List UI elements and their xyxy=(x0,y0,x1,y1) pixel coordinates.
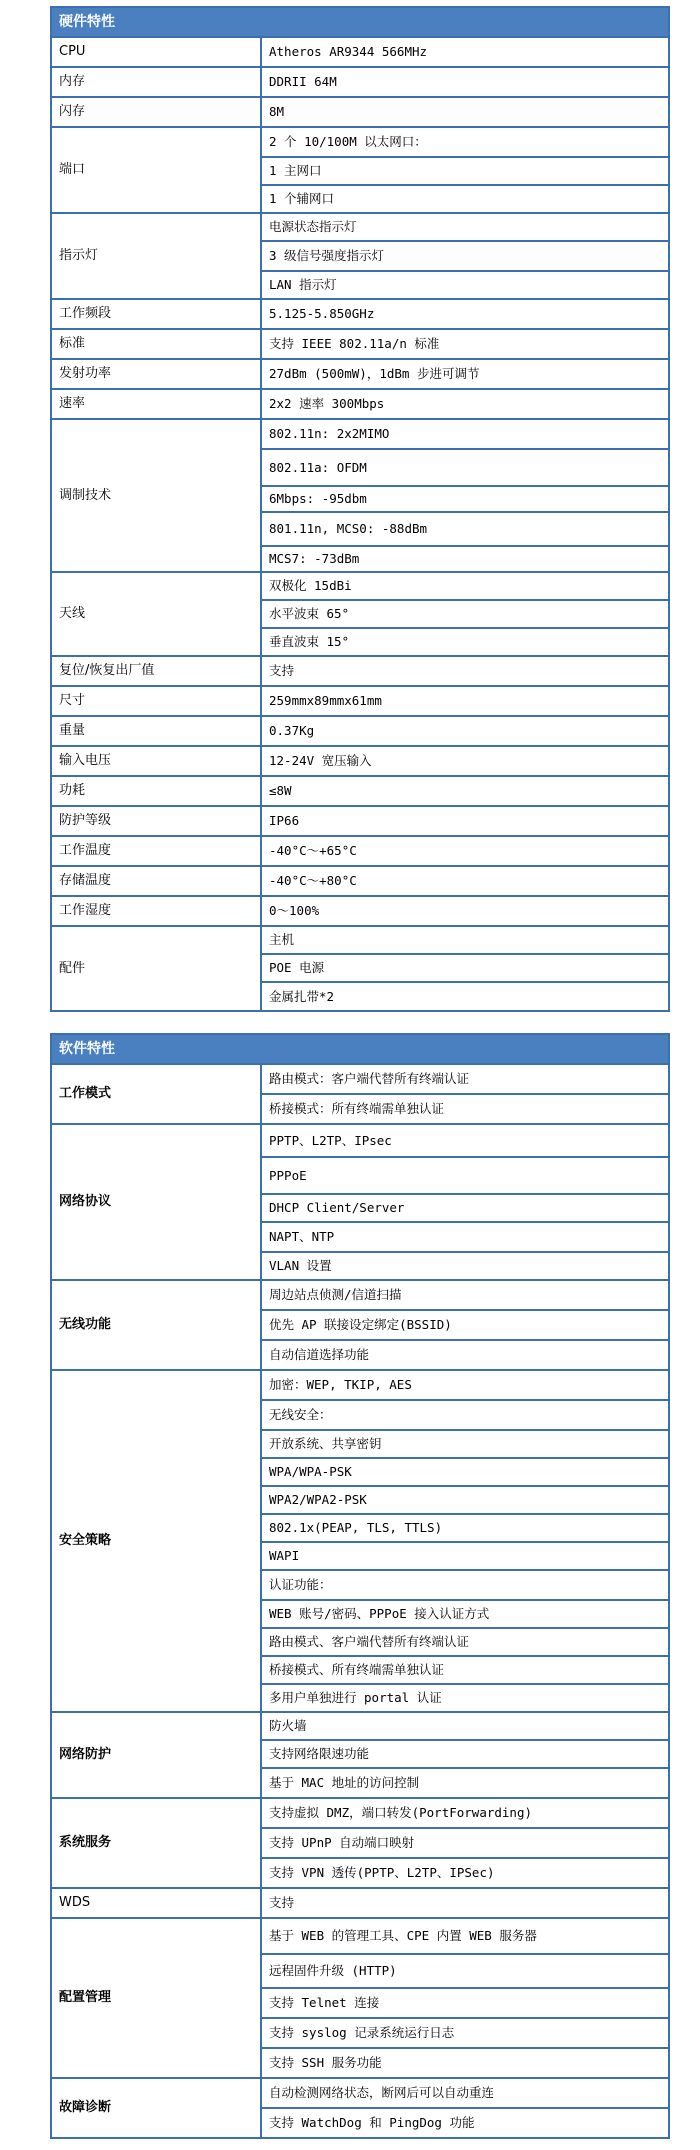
hw-spec-label: 速率 xyxy=(51,389,261,419)
hw-spec-value: Atheros AR9344 566MHz xyxy=(261,37,669,67)
sw-spec-row xyxy=(51,1918,669,1954)
sw-spec-value: WAPI xyxy=(261,1542,669,1570)
sw-spec-row xyxy=(51,1124,669,1157)
hw-spec-row xyxy=(51,389,669,419)
hw-spec-label: 发射功率 xyxy=(51,359,261,389)
sw-spec-value: NAPT、NTP xyxy=(261,1222,669,1252)
hw-spec-label: CPU xyxy=(51,37,261,67)
sw-spec-value: 路由模式、客户端代替所有终端认证 xyxy=(261,1628,669,1656)
hw-spec-value: MCS7: -73dBm xyxy=(261,546,669,572)
hw-spec-value: 27dBm (500mW)，1dBm 步进可调节 xyxy=(261,359,669,389)
hw-spec-value: 5.125-5.850GHz xyxy=(261,299,669,329)
sw-spec-row xyxy=(51,2078,669,2108)
sw-spec-label: 安全策略 xyxy=(51,1370,261,1712)
hw-spec-label: 指示灯 xyxy=(51,213,261,299)
hw-spec-label: 重量 xyxy=(51,716,261,746)
sw-spec-value: VLAN 设置 xyxy=(261,1252,669,1280)
sw-spec-value: 支持 xyxy=(261,1888,669,1918)
hw-spec-label: 工作温度 xyxy=(51,836,261,866)
hw-spec-label: 防护等级 xyxy=(51,806,261,836)
sw-spec-value: 加密：WEP, TKIP, AES xyxy=(261,1370,669,1400)
hw-spec-label: 功耗 xyxy=(51,776,261,806)
sw-spec-value: 支持虚拟 DMZ，端口转发(PortForwarding) xyxy=(261,1798,669,1828)
hw-spec-label: 内存 xyxy=(51,67,261,97)
sw-spec-value: DHCP Client/Server xyxy=(261,1194,669,1222)
hw-spec-value: 2 个 10/100M 以太网口： xyxy=(261,127,669,157)
sw-spec-row xyxy=(51,1888,669,1918)
sw-spec-value: 周边站点侦测/信道扫描 xyxy=(261,1280,669,1310)
hw-spec-value: ≤8W xyxy=(261,776,669,806)
hw-spec-value: 支持 xyxy=(261,656,669,686)
sw-spec-value: 桥接模式、所有终端需单独认证 xyxy=(261,1656,669,1684)
hw-spec-row xyxy=(51,656,669,686)
hw-spec-label: 存储温度 xyxy=(51,866,261,896)
hw-spec-label: 调制技术 xyxy=(51,419,261,572)
sw-spec-label: 网络协议 xyxy=(51,1124,261,1280)
sw-spec-value: 支持 VPN 透传(PPTP、L2TP、IPSec) xyxy=(261,1858,669,1888)
sw-spec-value: WPA2/WPA2-PSK xyxy=(261,1486,669,1514)
hw-spec-row xyxy=(51,572,669,600)
sw-spec-value: 开放系统、共享密钥 xyxy=(261,1430,669,1458)
sw-spec-value: 支持 UPnP 自动端口映射 xyxy=(261,1828,669,1858)
sw-spec-value: 802.1x(PEAP, TLS, TTLS) xyxy=(261,1514,669,1542)
hw-spec-value: DDRII 64M xyxy=(261,67,669,97)
hw-spec-row xyxy=(51,716,669,746)
hw-spec-label: 标准 xyxy=(51,329,261,359)
hw-spec-label: 工作频段 xyxy=(51,299,261,329)
sw-spec-label: 无线功能 xyxy=(51,1280,261,1370)
hw-spec-value: POE 电源 xyxy=(261,954,669,982)
sw-spec-value: 支持 Telnet 连接 xyxy=(261,1988,669,2018)
hw-spec-value: 8M xyxy=(261,97,669,127)
hw-spec-label: 闪存 xyxy=(51,97,261,127)
hw-spec-row xyxy=(51,37,669,67)
hw-spec-row xyxy=(51,746,669,776)
hw-spec-row xyxy=(51,127,669,157)
sw-spec-value: WPA/WPA-PSK xyxy=(261,1458,669,1486)
sw-spec-value: 基于 MAC 地址的访问控制 xyxy=(261,1768,669,1798)
hw-spec-value: 双极化 15dBi xyxy=(261,572,669,600)
hw-spec-value: 802.11n: 2x2MIMO xyxy=(261,419,669,449)
sw-spec-row xyxy=(51,1712,669,1740)
sw-spec-row xyxy=(51,1280,669,1310)
sw-spec-value: 自动信道选择功能 xyxy=(261,1340,669,1370)
sw-spec-value: PPPoE xyxy=(261,1157,669,1194)
hw-spec-value: 金属扎带*2 xyxy=(261,982,669,1011)
hw-spec-label: 输入电压 xyxy=(51,746,261,776)
hw-spec-value: IP66 xyxy=(261,806,669,836)
hw-spec-row xyxy=(51,806,669,836)
sw-spec-value: 支持网络限速功能 xyxy=(261,1740,669,1768)
hw-spec-value: LAN 指示灯 xyxy=(261,271,669,299)
hw-spec-row xyxy=(51,896,669,926)
sw-spec-value: 基于 WEB 的管理工具、CPE 内置 WEB 服务器 xyxy=(261,1918,669,1954)
hw-spec-value: 1 主网口 xyxy=(261,157,669,185)
sw-spec-label: 系统服务 xyxy=(51,1798,261,1888)
hw-spec-row xyxy=(51,926,669,954)
hw-spec-row xyxy=(51,866,669,896)
sw-spec-label: 配置管理 xyxy=(51,1918,261,2078)
hw-spec-row xyxy=(51,213,669,241)
software-spec-table xyxy=(50,1033,670,2139)
sw-spec-row xyxy=(51,1370,669,1400)
sw-spec-value: PPTP、L2TP、IPsec xyxy=(261,1124,669,1157)
hw-spec-row xyxy=(51,97,669,127)
hw-spec-row xyxy=(51,419,669,449)
hw-spec-value: 水平波束 65° xyxy=(261,600,669,628)
hw-spec-value: 1 个辅网口 xyxy=(261,185,669,213)
sw-spec-label: 工作模式 xyxy=(51,1064,261,1124)
hw-spec-value: 0～100% xyxy=(261,896,669,926)
hw-spec-value: 电源状态指示灯 xyxy=(261,213,669,241)
sw-spec-value: 优先 AP 联接设定绑定(BSSID) xyxy=(261,1310,669,1340)
sw-section-title: 软件特性 xyxy=(51,1034,669,1064)
sw-spec-value: 支持 syslog 记录系统运行日志 xyxy=(261,2018,669,2048)
sw-spec-value: WEB 账号/密码、PPPoE 接入认证方式 xyxy=(261,1600,669,1628)
hw-spec-label: 工作湿度 xyxy=(51,896,261,926)
hw-spec-label: 配件 xyxy=(51,926,261,1011)
sw-spec-row xyxy=(51,1798,669,1828)
hw-spec-row xyxy=(51,836,669,866)
hw-spec-value: 2x2 速率 300Mbps xyxy=(261,389,669,419)
hw-spec-row xyxy=(51,359,669,389)
sw-spec-value: 路由模式：客户端代替所有终端认证 xyxy=(261,1064,669,1094)
sw-spec-value: 自动检测网络状态，断网后可以自动重连 xyxy=(261,2078,669,2108)
hw-spec-row xyxy=(51,67,669,97)
hw-spec-value: 259mmx89mmx61mm xyxy=(261,686,669,716)
hw-spec-value: -40°C～+80°C xyxy=(261,866,669,896)
hw-spec-value: 3 级信号强度指示灯 xyxy=(261,241,669,271)
hw-section-title: 硬件特性 xyxy=(51,7,669,37)
hw-spec-label: 天线 xyxy=(51,572,261,656)
hw-spec-row xyxy=(51,776,669,806)
hw-spec-label: 复位/恢复出厂值 xyxy=(51,656,261,686)
sw-spec-row xyxy=(51,1064,669,1094)
hw-spec-label: 尺寸 xyxy=(51,686,261,716)
sw-spec-value: 认证功能： xyxy=(261,1570,669,1600)
sw-spec-value: 防火墙 xyxy=(261,1712,669,1740)
hw-spec-value: 0.37Kg xyxy=(261,716,669,746)
sw-spec-value: 支持 WatchDog 和 PingDog 功能 xyxy=(261,2108,669,2138)
hw-spec-value: 支持 IEEE 802.11a/n 标准 xyxy=(261,329,669,359)
sw-spec-value: 无线安全： xyxy=(261,1400,669,1430)
hw-spec-row xyxy=(51,686,669,716)
hw-spec-value: 801.11n, MCS0: -88dBm xyxy=(261,512,669,546)
hardware-spec-table xyxy=(50,6,670,1012)
sw-spec-value: 远程固件升级 (HTTP) xyxy=(261,1954,669,1988)
hw-spec-value: 主机 xyxy=(261,926,669,954)
sw-spec-value: 支持 SSH 服务功能 xyxy=(261,2048,669,2078)
hw-spec-label: 端口 xyxy=(51,127,261,213)
hw-spec-value: 802.11a: OFDM xyxy=(261,449,669,486)
hw-spec-value: 垂直波束 15° xyxy=(261,628,669,656)
sw-spec-value: 桥接模式：所有终端需单独认证 xyxy=(261,1094,669,1124)
hw-spec-row xyxy=(51,329,669,359)
sw-spec-label: WDS xyxy=(51,1888,261,1918)
hw-spec-row xyxy=(51,299,669,329)
hw-spec-value: 12-24V 宽压输入 xyxy=(261,746,669,776)
sw-spec-value: 多用户单独进行 portal 认证 xyxy=(261,1684,669,1712)
hw-spec-value: 6Mbps: -95dbm xyxy=(261,486,669,512)
hw-spec-value: -40°C～+65°C xyxy=(261,836,669,866)
sw-spec-label: 网络防护 xyxy=(51,1712,261,1798)
sw-spec-label: 故障诊断 xyxy=(51,2078,261,2138)
